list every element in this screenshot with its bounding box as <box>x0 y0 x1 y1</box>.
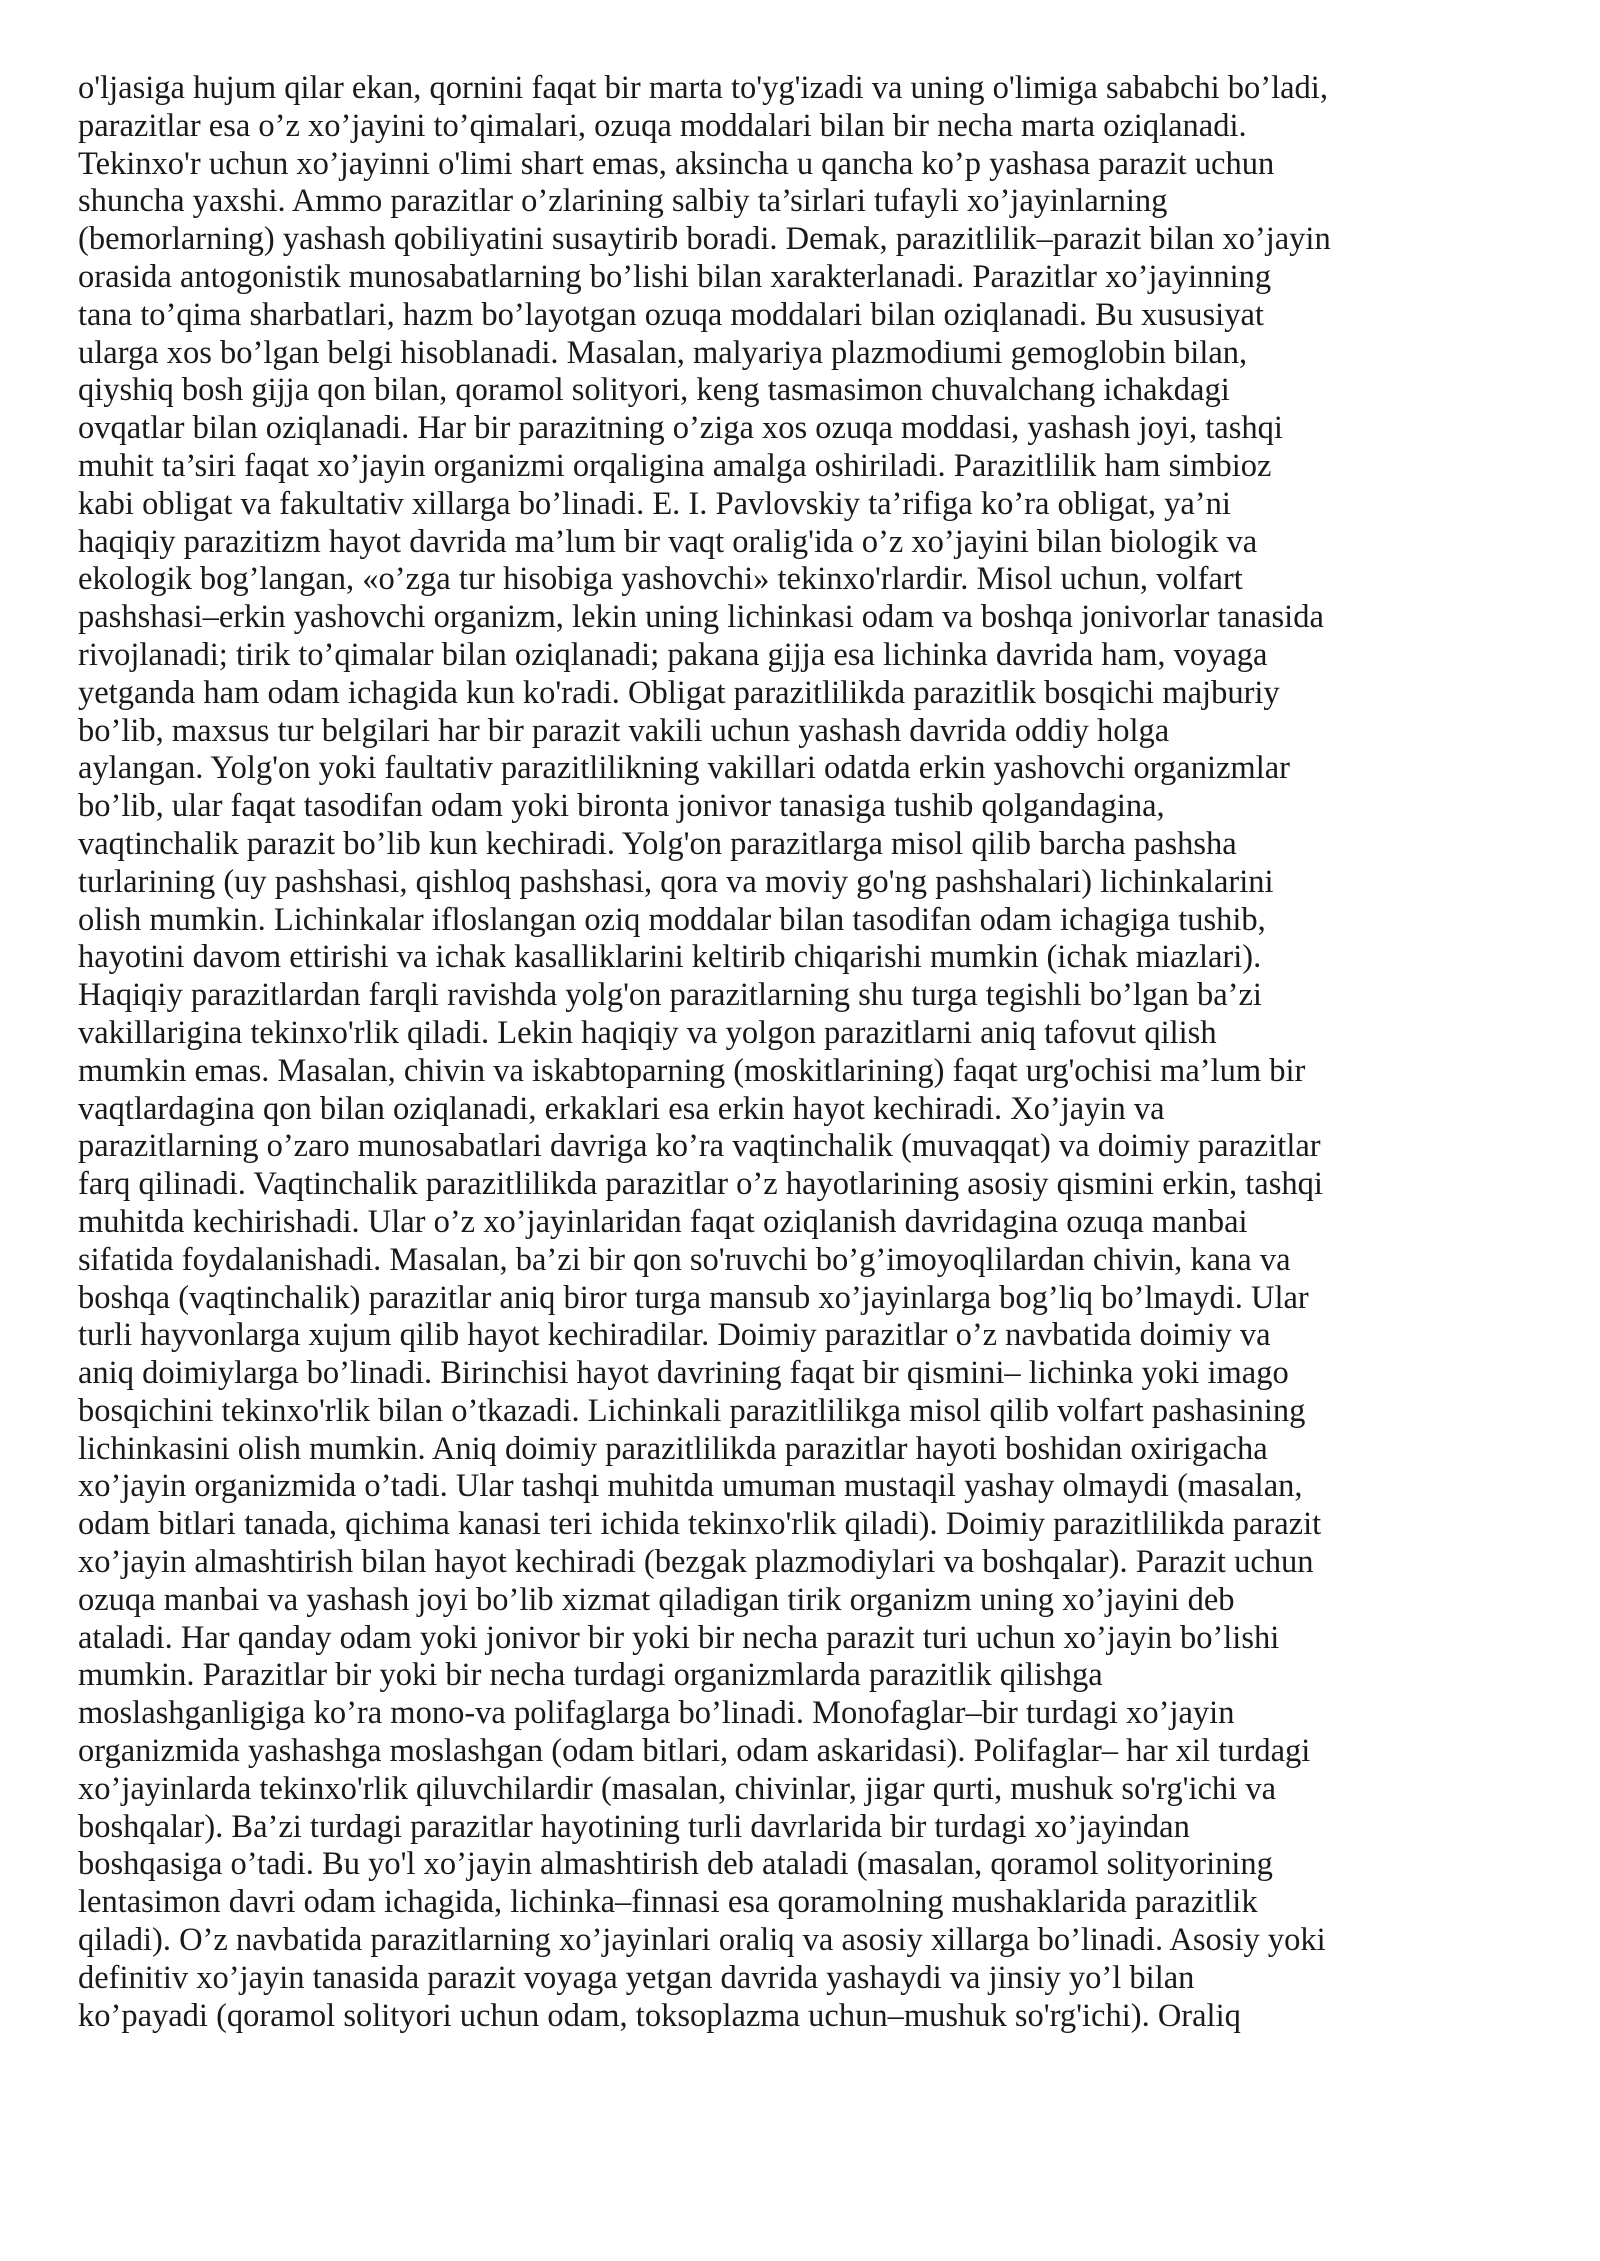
body-text-line: lentasimon davri odam ichagida, lichinka–finnasi esa qoramolning mushaklarida parazitlik <box>78 1884 1258 1921</box>
body-text-line: (bemorlarning) yashash qobiliyatini susaytirib boradi. Demak, parazitlilik–parazit bilan xo’jayin <box>78 221 1331 258</box>
body-text-line: aylangan. Yolg'on yoki faultativ parazitlilikning vakillari odatda erkin yashovchi organizmlar <box>78 750 1290 787</box>
body-text-line: parazitlarning o’zaro munosabatlari davriga ko’ra vaqtinchalik (muvaqqat) va doimiy parazitlar <box>78 1128 1321 1165</box>
body-text-line: o'ljasiga hujum qilar ekan, qornini faqat bir marta to'yg'izadi va uning o'limiga sababchi bo’ladi, <box>78 70 1328 106</box>
body-text-line: bo’lib, ular faqat tasodifan odam yoki bironta jonivor tanasiga tushib qolgandagina, <box>78 788 1165 825</box>
body-text-line: yetganda ham odam ichagida kun ko'radi. Obligat parazitlilikda parazitlik bosqichi majburiy <box>78 674 1280 711</box>
body-text-line: bosqichini tekinxo'rlik bilan o’tkazadi. Lichinkali parazitlilikga misol qilib volfart pashasining <box>78 1392 1306 1429</box>
document-page <box>78 70 1538 2035</box>
body-text-line: Haqiqiy parazitlardan farqli ravishda yolg'on parazitlarning shu turga tegishli bo’lgan ba’zi <box>78 977 1262 1014</box>
body-text-line: definitiv xo’jayin tanasida parazit voyaga yetgan davrida yashaydi va jinsiy yo’l bilan <box>78 1959 1195 1996</box>
body-text-line: turli hayvonlarga xujum qilib hayot kechiradilar. Doimiy parazitlar o’z navbatida doimiy va <box>78 1317 1271 1354</box>
body-text-line: qiyshiq bosh gijja qon bilan, qoramol solityori, keng tasmasimon chuvalchang ichakdagi <box>78 372 1230 409</box>
body-text-line: ko’payadi (qoramol solityori uchun odam, toksoplazma uchun–mushuk so'rg'ichi). Oraliq <box>78 1997 1241 2034</box>
body-text-line: vaqtlardagina qon bilan oziqlanadi, erkaklari esa erkin hayot kechiradi. Xo’jayin va <box>78 1090 1165 1127</box>
body-text-line: haqiqiy parazitizm hayot davrida ma’lum bir vaqt oralig'ida o’z xo’jayini bilan biologik va <box>78 523 1258 560</box>
body-text-line: ozuqa manbai va yashash joyi bo’lib xizmat qiladigan tirik organizm uning xo’jayini deb <box>78 1581 1235 1618</box>
body-text-line: ataladi. Har qanday odam yoki jonivor bir yoki bir necha parazit turi uchun xo’jayin bo’lishi <box>78 1619 1280 1656</box>
body-text-line: sifatida foydalanishadi. Masalan, ba’zi bir qon so'ruvchi bo’g’imoyoqlilardan chivin, kana va <box>78 1241 1291 1278</box>
body-text-line: xo’jayin organizmida o’tadi. Ular tashqi muhitda umuman mustaqil yashay olmaydi (masalan, <box>78 1468 1303 1505</box>
body-text-line: orasida antogonistik munosabatlarning bo’lishi bilan xarakterlanadi. Parazitlar xo’jayinning <box>78 258 1272 295</box>
body-text-line: tana to’qima sharbatlari, hazm bo’layotgan ozuqa moddalari bilan oziqlanadi. Bu xususiyat <box>78 296 1264 333</box>
body-text-line: mumkin emas. Masalan, chivin va iskabtoparning (moskitlarining) faqat urg'ochisi ma’lum bir <box>78 1052 1306 1089</box>
body-text-line: shuncha yaxshi. Ammo parazitlar o’zlarining salbiy ta’sirlari tufayli xo’jayinlarning <box>78 183 1168 220</box>
body-text-line: boshqa (vaqtinchalik) parazitlar aniq biror turga mansub xo’jayinlarga bog’liq bo’lmaydi. Ular <box>78 1279 1309 1316</box>
body-text-line: odam bitlari tanada, qichima kanasi teri ichida tekinxo'rlik qiladi). Doimiy parazitlilikda parazit <box>78 1506 1322 1543</box>
body-text-line: vaqtinchalik parazit bo’lib kun kechiradi. Yolg'on parazitlarga misol qilib barcha pashsha <box>78 825 1237 862</box>
body-text-line: rivojlanadi; tirik to’qimalar bilan oziqlanadi; pakana gijja esa lichinka davrida ham, voyaga <box>78 636 1268 673</box>
body-text-line: muhit ta’siri faqat xo’jayin organizmi orqaligina amalga oshiriladi. Parazitlilik ham simbioz <box>78 447 1272 484</box>
body-text-line: muhitda kechirishadi. Ular o’z xo’jayinlaridan faqat oziqlanish davridagina ozuqa manbai <box>78 1203 1248 1240</box>
body-text-line: boshqasiga o’tadi. Bu yo'l xo’jayin almashtirish deb ataladi (masalan, qoramol solityorining <box>78 1846 1273 1883</box>
body-text-line: ularga xos bo’lgan belgi hisoblanadi. Masalan, malyariya plazmodiumi gemoglobin bilan, <box>78 334 1248 371</box>
body-text-line: xo’jayinlarda tekinxo'rlik qiluvchilardir (masalan, chivinlar, jigar qurti, mushuk so'rg'ichi va <box>78 1770 1277 1807</box>
body-text-line: olish mumkin. Lichinkalar ifloslangan oziq moddalar bilan tasodifan odam ichagiga tushib, <box>78 901 1266 938</box>
body-text-line: aniq doimiylarga bo’linadi. Birinchisi hayot davrining faqat bir qismini– lichinka yoki imago <box>78 1355 1289 1392</box>
body-text-line: parazitlar esa o’z xo’jayini to’qimalari, ozuqa moddalari bilan bir necha marta oziqlanadi. <box>78 107 1247 144</box>
body-text-line: lichinkasini olish mumkin. Aniq doimiy parazitlilikda parazitlar hayoti boshidan oxirigacha <box>78 1430 1268 1467</box>
body-text-line: mumkin. Parazitlar bir yoki bir necha turdagi organizmlarda parazitlik qilishga <box>78 1657 1103 1694</box>
body-text-line: qiladi). O’z navbatida parazitlarning xo’jayinlari oraliq va asosiy xillarga bo’linadi. Asosiy yoki <box>78 1922 1326 1959</box>
body-text-line: kabi obligat va fakultativ xillarga bo’linadi. E. I. Pavlovskiy ta’rifiga ko’ra obligat, ya’ni <box>78 485 1231 522</box>
body-text-line: xo’jayin almashtirish bilan hayot kechiradi (bezgak plazmodiylari va boshqalar). Parazit uchun <box>78 1544 1314 1581</box>
body-text-line: ekologik bog’langan, «o’zga tur hisobiga yashovchi» tekinxo'rlardir. Misol uchun, volfart <box>78 561 1243 598</box>
body-text-line: moslashganligiga ko’ra mono-va polifaglarga bo’linadi. Monofaglar–bir turdagi xo’jayin <box>78 1695 1235 1732</box>
body-text-line: turlarining (uy pashshasi, qishloq pashshasi, qora va moviy go'ng pashshalari) lichinkalarini <box>78 863 1274 900</box>
body-text-line: Tekinxo'r uchun xo’jayinni o'limi shart emas, aksincha u qancha ko’p yashasa parazit uchun <box>78 145 1275 182</box>
body-text-line: vakillarigina tekinxo'rlik qiladi. Lekin haqiqiy va yolgon parazitlarni aniq tafovut qilish <box>78 1014 1217 1051</box>
body-text-line: boshqalar). Ba’zi turdagi parazitlar hayotining turli davrlarida bir turdagi xo’jayindan <box>78 1808 1190 1845</box>
body-text-line: bo’lib, maxsus tur belgilari har bir parazit vakili uchun yashash davrida oddiy holga <box>78 712 1170 749</box>
body-text-line: pashshasi–erkin yashovchi organizm, lekin uning lichinkasi odam va boshqa jonivorlar tanasida <box>78 599 1324 636</box>
body-text-line: farq qilinadi. Vaqtinchalik parazitlilikda parazitlar o’z hayotlarining asosiy qismini erkin, tashqi <box>78 1166 1323 1203</box>
body-text-line: ovqatlar bilan oziqlanadi. Har bir parazitning o’ziga xos ozuqa moddasi, yashash joyi, tashqi <box>78 410 1283 447</box>
body-text-line: organizmida yashashga moslashgan (odam bitlari, odam askaridasi). Polifaglar– har xil turdagi <box>78 1733 1311 1770</box>
body-text-line: hayotini davom ettirishi va ichak kasalliklarini keltirib chiqarishi mumkin (ichak miazlari). <box>78 939 1262 976</box>
